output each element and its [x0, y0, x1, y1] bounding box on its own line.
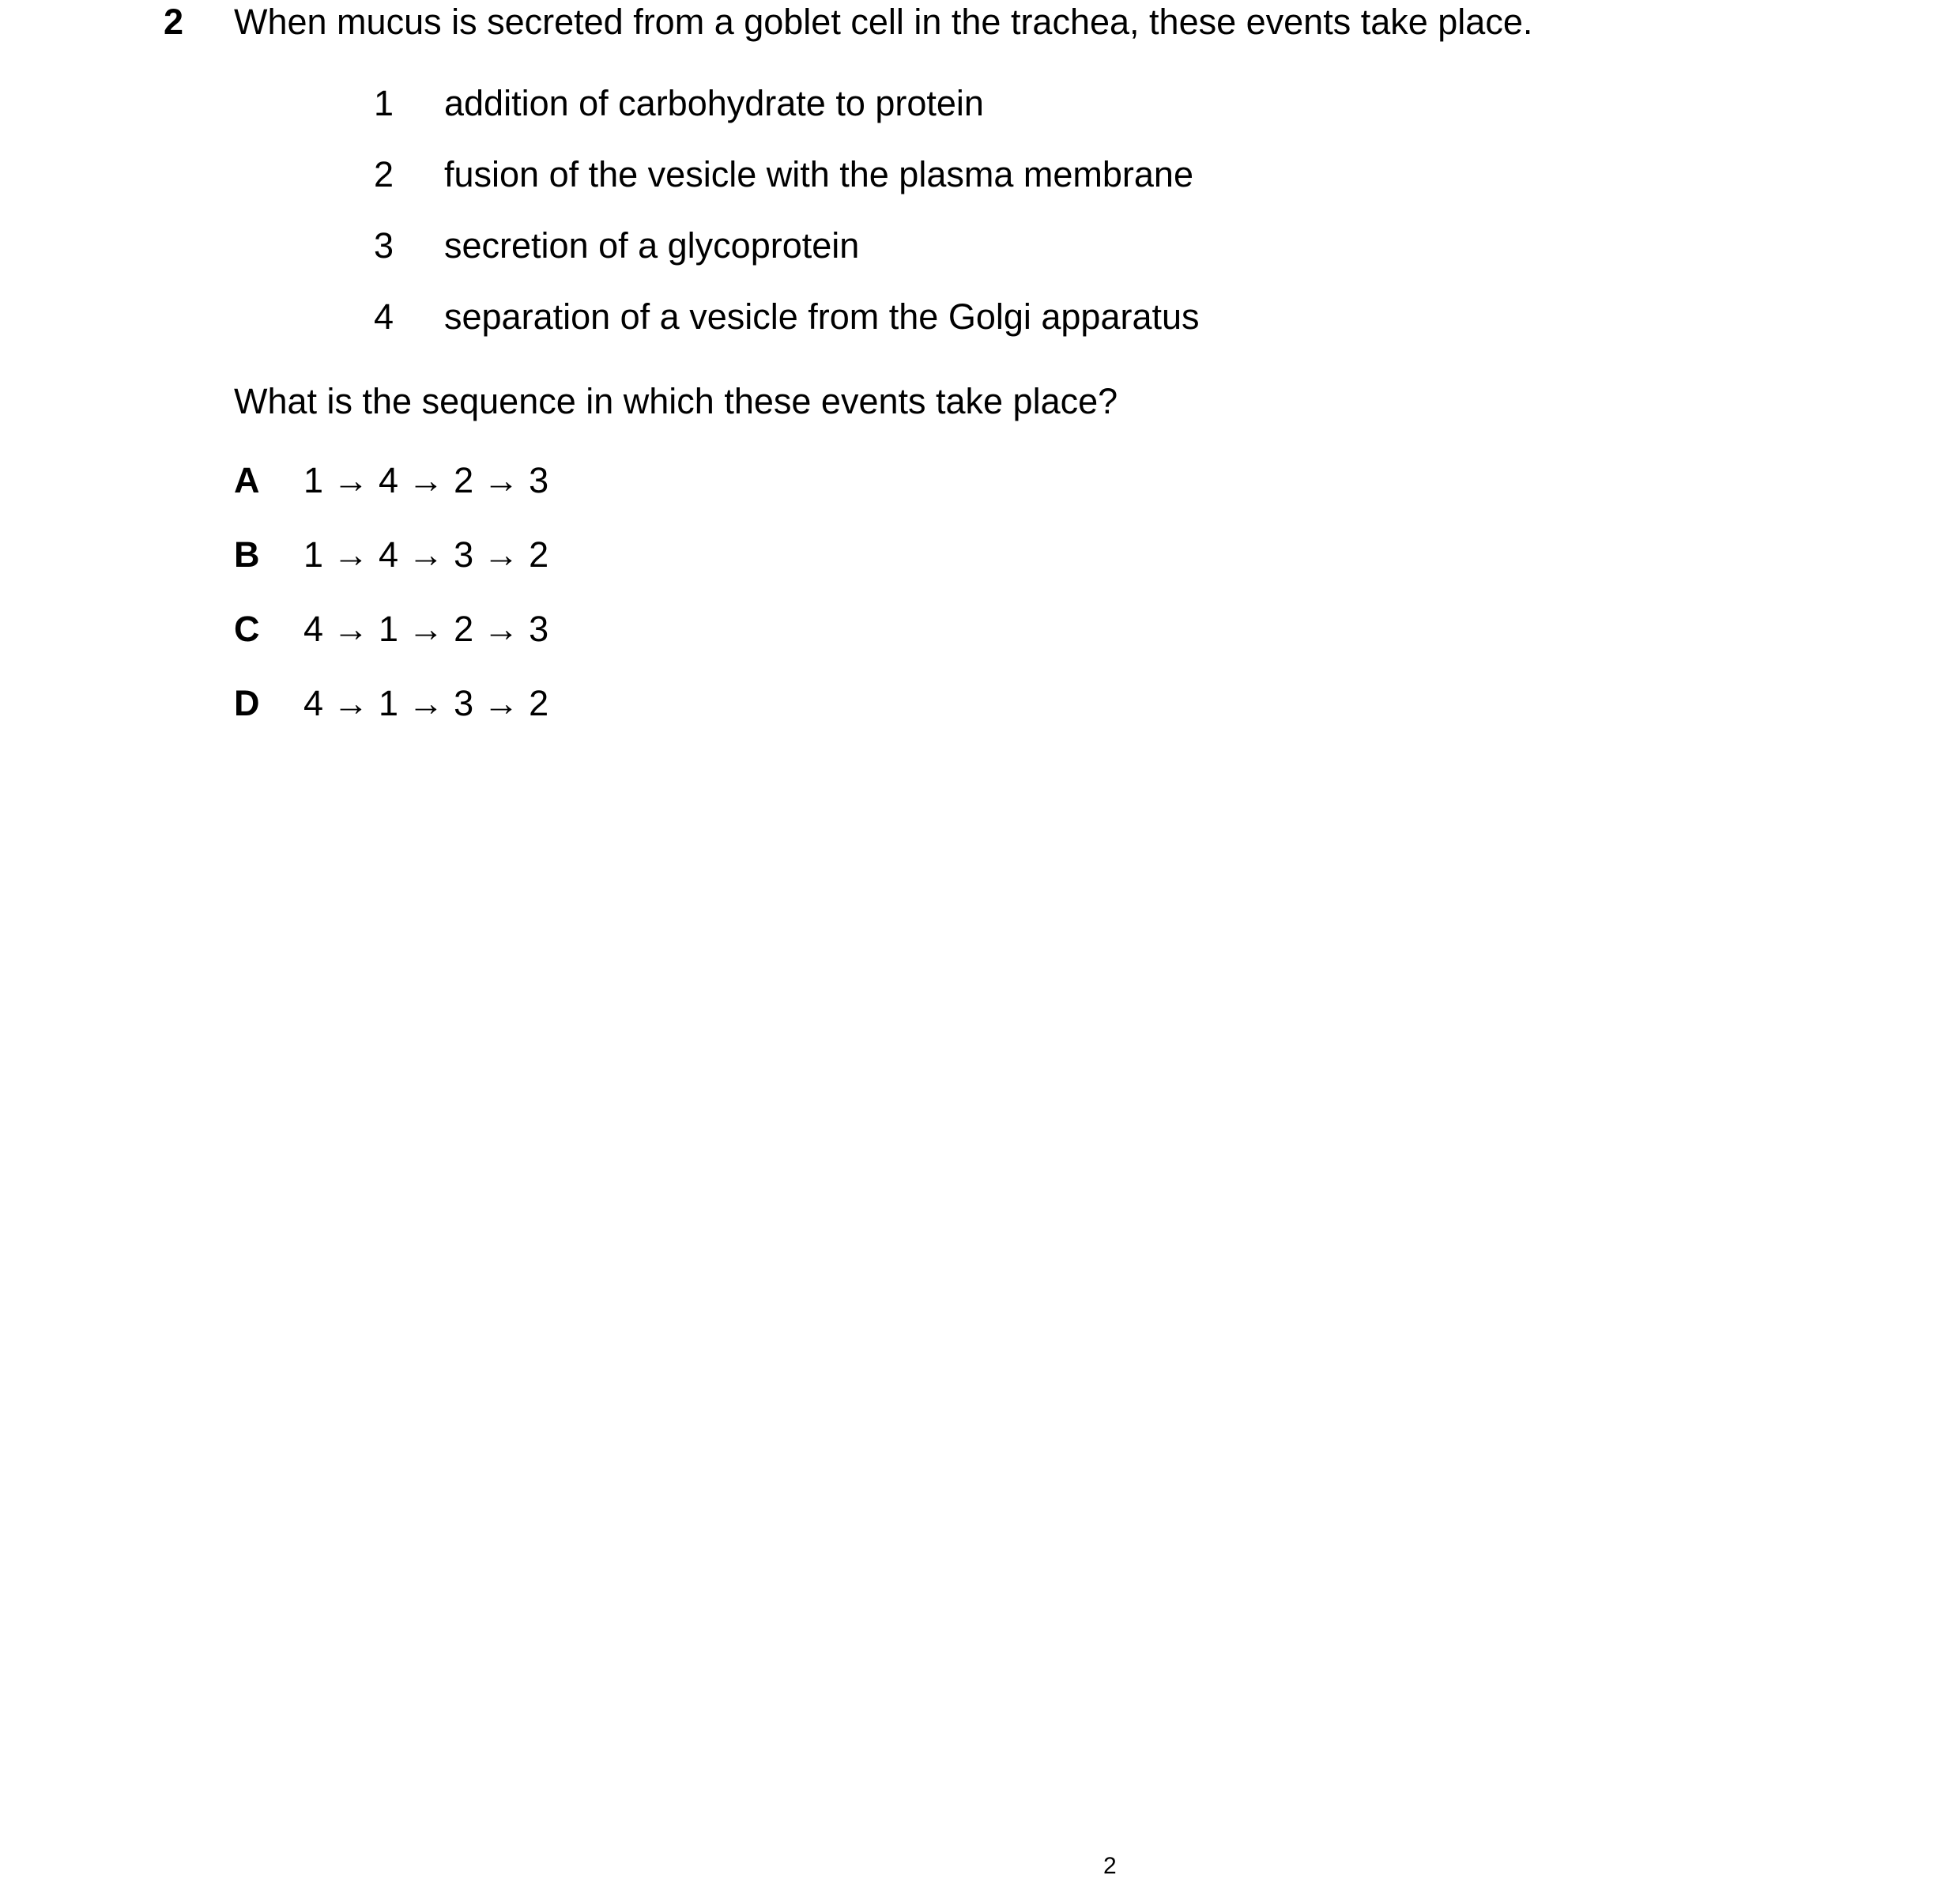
option-sequence: 1 → 4 → 2 → 3	[303, 460, 549, 500]
event-text: fusion of the vesicle with the plasma membrane	[444, 154, 1193, 194]
option-letter: B	[234, 534, 260, 575]
page-number: 2	[1103, 1853, 1117, 1879]
option-letter: D	[234, 683, 260, 723]
question-prompt: What is the sequence in which these events take place?	[234, 381, 1118, 421]
event-text: separation of a vesicle from the Golgi apparatus	[444, 296, 1200, 337]
option-letter: C	[234, 609, 260, 649]
option-sequence: 4 → 1 → 2 → 3	[303, 609, 549, 649]
option-sequence: 4 → 1 → 3 → 2	[303, 683, 549, 723]
event-number: 4	[374, 296, 394, 337]
event-text: addition of carbohydrate to protein	[444, 83, 984, 123]
question-number: 2	[164, 2, 184, 42]
question-stem: When mucus is secreted from a goblet cell in the trachea, these events take place.	[234, 2, 1533, 42]
option-letter: A	[234, 460, 260, 500]
option-sequence: 1 → 4 → 3 → 2	[303, 534, 549, 575]
event-number: 2	[374, 154, 394, 194]
event-number: 1	[374, 83, 394, 123]
event-number: 3	[374, 225, 394, 266]
event-text: secretion of a glycoprotein	[444, 225, 860, 266]
